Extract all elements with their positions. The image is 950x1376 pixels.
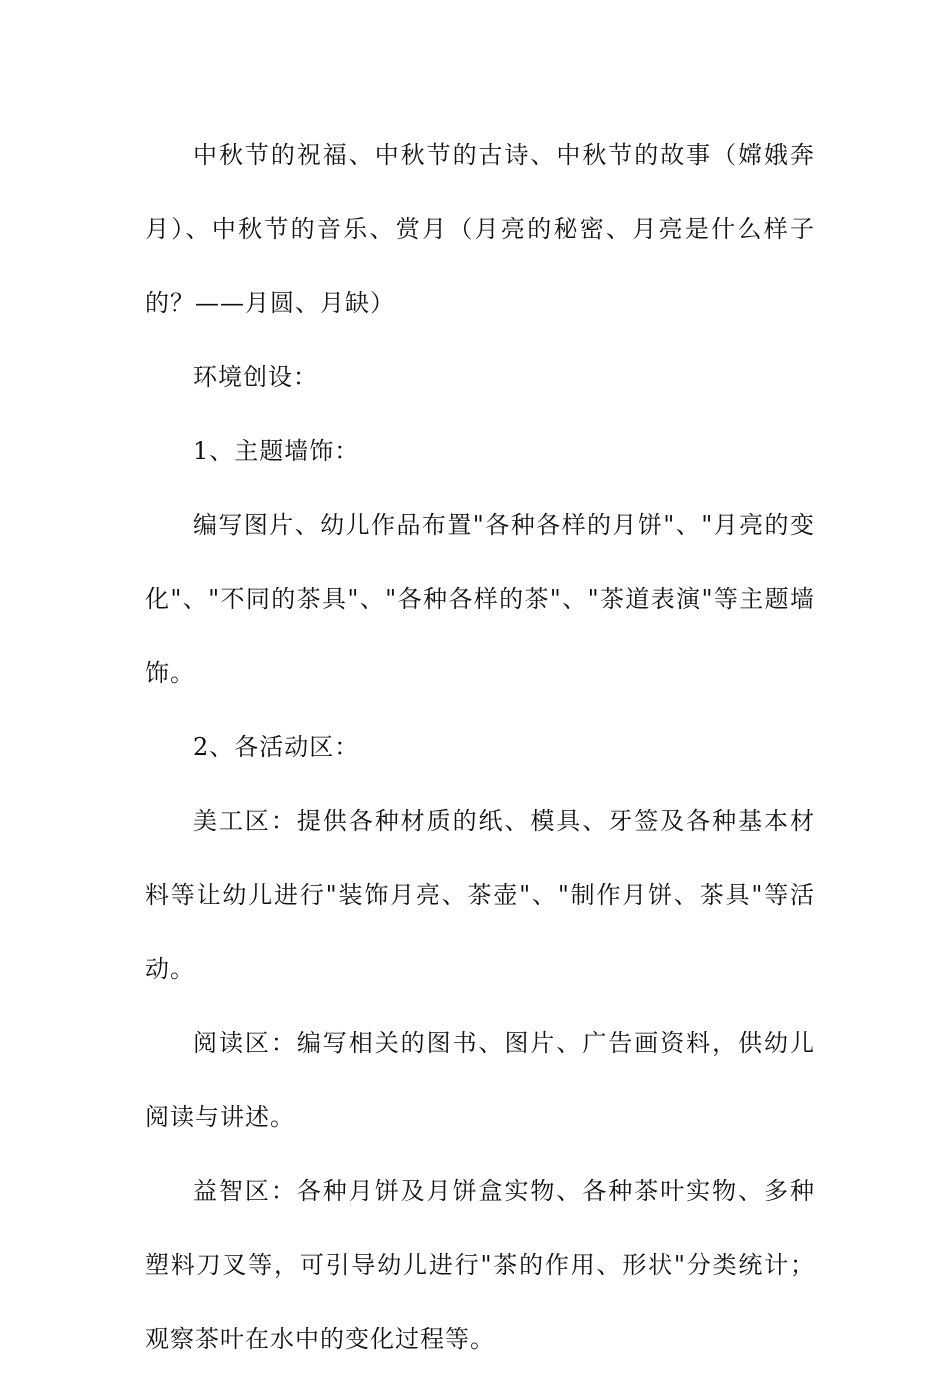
paragraph-theme-wall-content: 编写图片、幼儿作品布置"各种各样的月饼"、"月亮的变化"、"不同的茶具"、"各种各样的茶"、"茶道表演"等主题墙饰。 — [145, 511, 815, 687]
paragraph-festival-content: 中秋节的祝福、中秋节的古诗、中秋节的故事（嫦娥奔月）、中秋节的音乐、赏月（月亮的秘密、月亮是什么样子的？——月圆、月缺） — [145, 141, 815, 317]
paragraph-puzzle-area: 益智区：各种月饼及月饼盒实物、各种茶叶实物、多种塑料刀叉等，可引导幼儿进行"茶的作用、形状"分类统计；观察茶叶在水中的变化过程等。 — [145, 1177, 815, 1353]
paragraph-theme-wall-heading: 1、主题墙饰： — [193, 437, 360, 465]
document-body — [145, 118, 815, 1376]
paragraph-reading-area: 阅读区：编写相关的图书、图片、广告画资料，供幼儿阅读与讲述。 — [145, 1029, 815, 1131]
paragraph-environment-heading: 环境创设： — [193, 363, 318, 391]
paragraph-art-area: 美工区：提供各种材质的纸、模具、牙签及各种基本材料等让幼儿进行"装饰月亮、茶壶"、"制作月饼、茶具"等活动。 — [145, 807, 815, 983]
paragraph-activity-areas-heading: 2、各活动区： — [193, 733, 360, 761]
